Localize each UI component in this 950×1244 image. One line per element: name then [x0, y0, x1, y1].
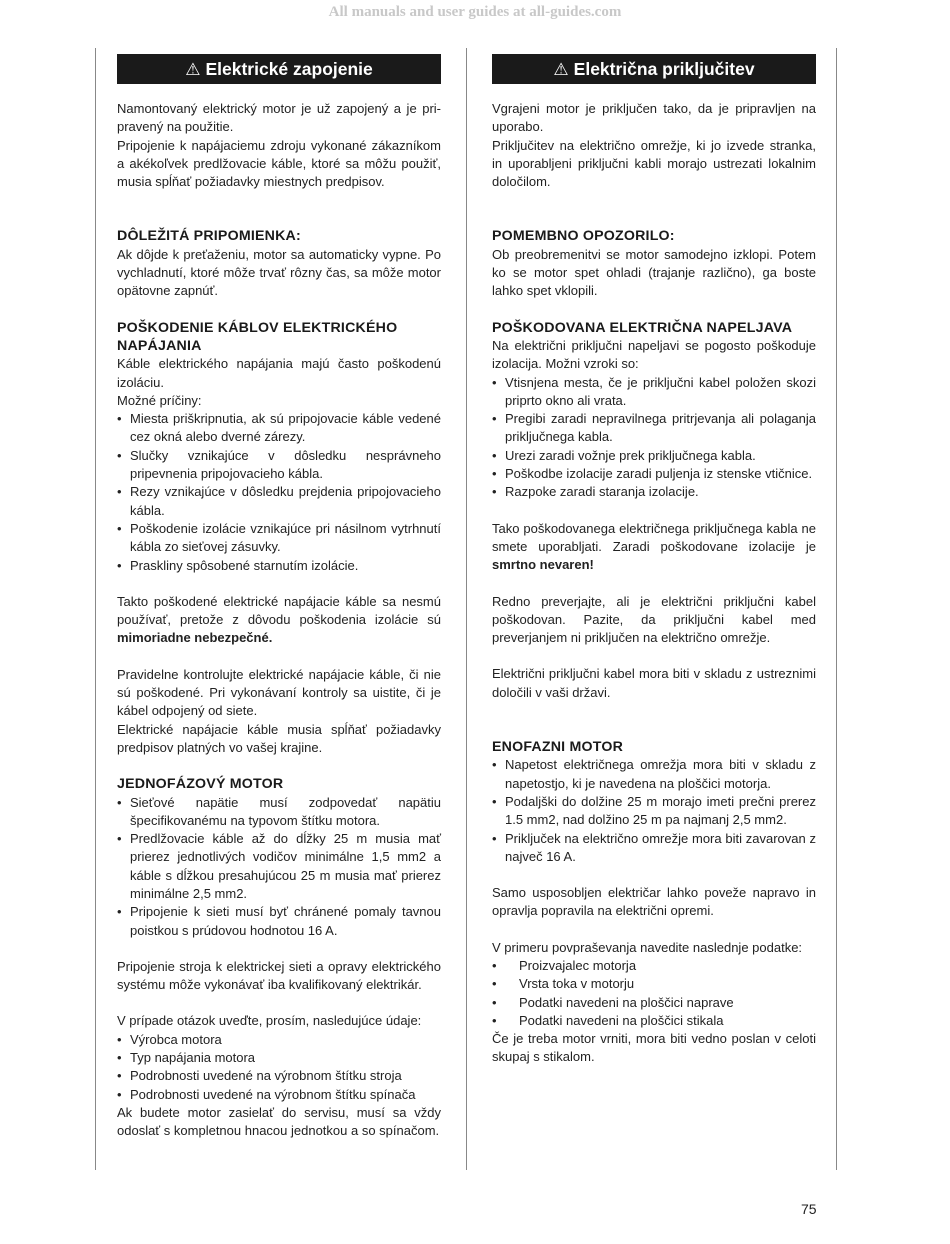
danger-text: Tako poškodovanega električnega priključnega kabla ne smete uporabljati. Zaradi poškodovane izolacije je [492, 520, 816, 554]
list-item: • Vtisnjena mesta, če je priključni kabel položen skozi priprto okno ali vrata. [492, 374, 816, 411]
page-number: 75 [801, 1201, 817, 1217]
list-item: • Vrsta toka v motorju [492, 975, 816, 993]
left-rule [95, 48, 96, 1170]
cable-damage-heading: POŠKODENIE KÁBLOV ELEKTRICKÉHO NAPÁJANIA [117, 319, 398, 354]
motor-list [492, 756, 816, 866]
list-item: • Typ napájania motora [117, 1049, 441, 1067]
damage-causes-list [117, 410, 441, 575]
section-banner [117, 54, 441, 84]
list-item: • Miesta priškripnutia, ak sú pripojovacie káble vedené cez okná alebo dverné zárezy. [117, 410, 441, 447]
danger-paragraph [492, 520, 816, 575]
list-item: • Podaljški do dolžine 25 m morajo imeti prečni prerez 1.5 mm2, nad dolžino 25 m pa najmanj 2,5 mm2. [492, 793, 816, 830]
check-paragraph: Pravidelne kontrolujte elektrické napájacie káble, či nie sú poškodené. Pri vykonávaní kontroly sa uistite, či je kábel odpojený od siete. [117, 666, 441, 719]
intro-paragraph: Priključitev na električno omrežje, ki jo izvede stranka, in uporabljeni priključni kabli morajo ustrezati lokalnim določilom. [492, 137, 816, 190]
motor-heading: JEDNOFÁZOVÝ MOTOR [117, 776, 284, 793]
center-rule [466, 48, 467, 1170]
questions-list [117, 1031, 441, 1104]
list-item: • Výrobca motora [117, 1031, 441, 1049]
check-paragraph: Elektrické napájacie káble musia spĺňať požiadavky predpisov platných vo vašej krajine. [117, 721, 441, 755]
list-item: • Rezy vznikajúce v dôsledku prejdenia pripojovacieho kábla. [117, 483, 441, 520]
list-item: • Poškodenie izolácie vznikajúce pri násilnom vytrhnutí kábla zo sieťovej zásuvky. [117, 520, 441, 557]
list-item: • Sieťové napätie musí zodpovedať napätiu špecifikovanému na typovom štítku motora. [117, 794, 441, 831]
cable-damage-text: Na električni priključni napeljavi se pogosto poškoduje izolacija. Možni vzroki so: [492, 337, 816, 372]
important-text: Ob preobremenitvi se motor samodejno izklopi. Potem ko se motor spet ohladi (trajanje različno), ga boste lahko spet vklopili. [492, 246, 816, 299]
damage-causes-list [492, 374, 816, 502]
intro-paragraph: Pripojenie k napájaciemu zdroju vykonané zákazníkom a akékoľvek predlžovacie káble, ktoré sa môžu použiť, musia spĺňať požiadavky miestnych predpisov. [117, 137, 441, 190]
list-item: • Poškodbe izolacije zaradi puljenja iz stenske vtičnice. [492, 465, 816, 483]
danger-emphasis: smrtno nevaren! [492, 557, 594, 573]
banner-title: Elektrické zapojenie [205, 59, 373, 79]
list-item: • Proizvajalec motorja [492, 957, 816, 975]
section-banner [492, 54, 816, 84]
danger-emphasis: mimoriadne nebezpečné. [117, 630, 273, 646]
list-item: • Podrobnosti uvedené na výrobnom štítku stroja [117, 1067, 441, 1085]
slovenian-column [492, 54, 816, 1067]
list-item: • Pripojenie k sieti musí byť chránené pomaly tavnou poistkou s prúdovou hodnotou 16 A. [117, 903, 441, 940]
electrician-paragraph: Pripojenie stroja k elektrickej sieti a opravy elektrického systému môže vykonávať iba kvalifikovaný elektrikár. [117, 958, 441, 993]
service-paragraph: Ak budete motor zasielať do servisu, musí sa vždy odoslať s kompletnou hnacou jednotkou a so spínačom. [117, 1104, 441, 1139]
cable-damage-text: Káble elektrického napájania majú často poškodenú izoláciu. [117, 356, 441, 390]
list-item: • Podatki navedeni na ploščici stikala [492, 1012, 816, 1030]
slovak-column [117, 54, 441, 1141]
electrician-paragraph: Samo usposobljen električar lahko poveže napravo in opravlja popravila na električni opremi. [492, 885, 816, 919]
cable-damage-heading: POŠKODOVANA ELEKTRIČNA NAPELJAVA [492, 319, 793, 336]
watermark: All manuals and user guides at all-guides.com [328, 4, 622, 20]
list-item: • Podrobnosti uvedené na výrobnom štítku spínača [117, 1086, 441, 1104]
list-item: • Priključek na električno omrežje mora biti zavarovan z največ 16 A. [492, 830, 816, 867]
check-paragraph: Redno preverjajte, ali je električni priključni kabel poškodovan. Pazite, da priključni kabel med preverjanjem ni priključen na električno omrežje. [492, 593, 816, 646]
list-item: • Pregibi zaradi nepravilnega pritrjevanja ali polaganja priključnega kabla. [492, 410, 816, 447]
list-item: • Slučky vznikajúce v dôsledku nesprávneho pripevnenia pripojovacieho kábla. [117, 447, 441, 484]
warning-triangle-icon: ⚠ [185, 60, 201, 79]
motor-heading: ENOFAZNI MOTOR [492, 739, 624, 756]
list-item: • Podatki navedeni na ploščici naprave [492, 994, 816, 1012]
list-item: • Razpoke zaradi staranja izolacije. [492, 483, 816, 501]
important-heading: DÔLEŽITÁ PRIPOMIENKA: [117, 228, 301, 245]
danger-paragraph [117, 593, 441, 648]
banner-title: Električna priključitev [573, 59, 755, 79]
questions-list [492, 957, 816, 1030]
service-paragraph: Če je treba motor vrniti, mora biti vedno poslan v celoti skupaj s stikalom. [492, 1031, 816, 1065]
warning-triangle-icon: ⚠ [553, 60, 569, 79]
questions-intro: V prípade otázok uveďte, prosím, nasledujúce údaje: [117, 1013, 422, 1029]
important-text: Ak dôjde k preťaženiu, motor sa automaticky vypne. Po vychladnutí, ktoré môže trvať rôzny čas, sa môže motor opätovne zapnúť. [117, 246, 441, 299]
right-rule [836, 48, 837, 1170]
danger-text: Takto poškodené elektrické napájacie káble sa nesmú používať, pretože z dôvodu poškodenia izolácie sú [117, 593, 441, 628]
intro-paragraph: Vgrajeni motor je priključen tako, da je pripravljen na uporabo. [492, 101, 816, 135]
regulation-paragraph: Električni priključni kabel mora biti v skladu z ustreznimi določili v vaši državi. [492, 666, 816, 700]
list-item: • Praskliny spôsobené starnutím izolácie. [117, 557, 441, 575]
list-item: • Predlžovacie káble až do dĺžky 25 m musia mať prierez jednotlivých vodičov minimálne 1,5 mm2 a káble s dĺžkou presahujúcou 25 m musia mať prierez minimálne 2,5 mm2. [117, 830, 441, 903]
cable-damage-text: Možné príčiny: [117, 392, 202, 408]
questions-intro: V primeru povpraševanja navedite naslednje podatke: [492, 939, 803, 955]
list-item: • Napetost električnega omrežja mora biti v skladu z napetostjo, ki je navedena na ploščici motorja. [492, 756, 816, 793]
motor-list [117, 794, 441, 940]
list-item: • Urezi zaradi vožnje prek priključnega kabla. [492, 447, 816, 465]
intro-paragraph: Namontovaný elektrický motor je už zapojený a je pri-pravený na použitie. [117, 101, 441, 135]
important-heading: POMEMBNO OPOZORILO: [492, 228, 675, 245]
